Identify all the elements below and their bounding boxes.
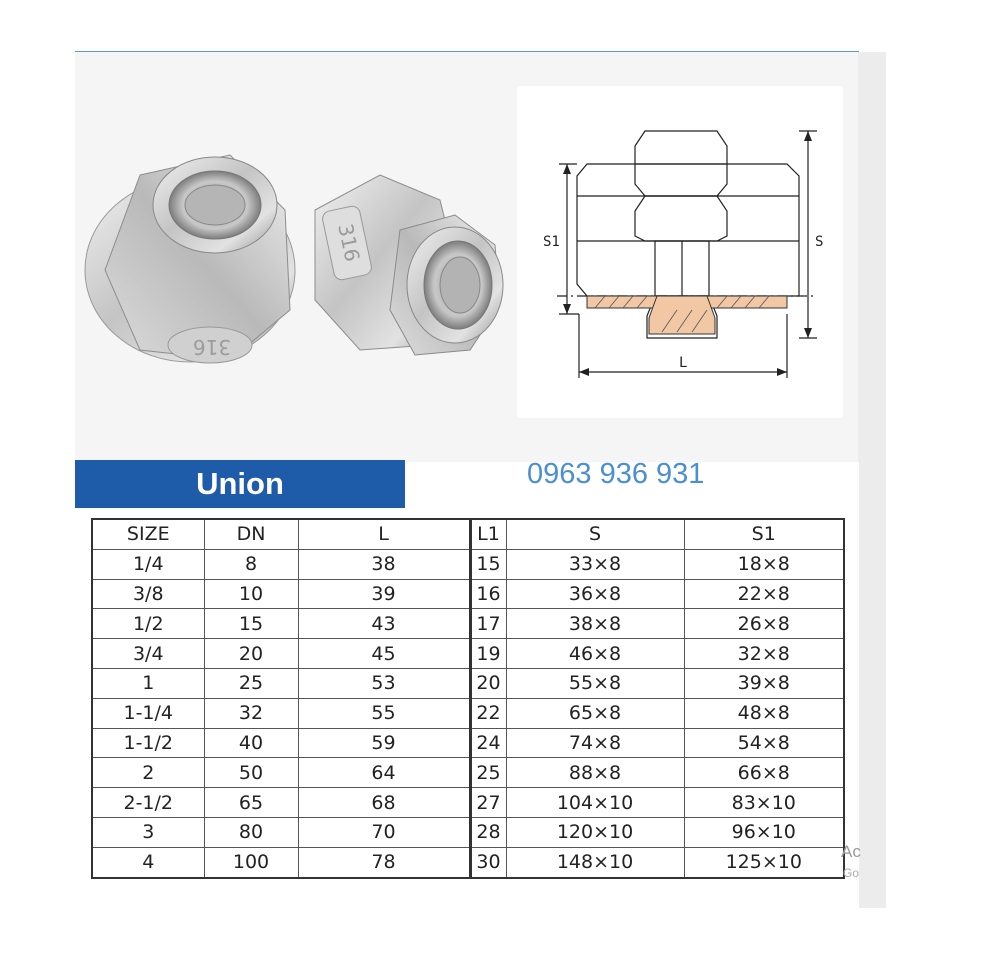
table-cell-dn: 10 <box>204 579 298 609</box>
header-cell: DN <box>204 519 298 549</box>
table-cell-s: 148×10 <box>506 847 684 877</box>
table-row <box>92 549 844 579</box>
spec-table <box>91 518 845 879</box>
table-cell-dn: 25 <box>204 668 298 698</box>
table-cell-l1: 20 <box>470 668 506 698</box>
table-row <box>92 579 844 609</box>
table-row <box>92 609 844 639</box>
fitting-marking-left: 316 <box>192 335 232 359</box>
header-cell: S1 <box>684 519 844 549</box>
table-row <box>92 788 844 818</box>
table-cell-l: 38 <box>298 549 470 579</box>
table-cell-dn: 80 <box>204 817 298 847</box>
table-cell-s: 65×8 <box>506 698 684 728</box>
table-cell-size: 1-1/4 <box>92 698 204 728</box>
table-cell-s: 88×8 <box>506 758 684 788</box>
table-cell-size: 1-1/2 <box>92 728 204 758</box>
technical-drawing <box>517 86 843 418</box>
table-cell-l1: 19 <box>470 639 506 669</box>
table-cell-dn: 65 <box>204 788 298 818</box>
table-cell-l1: 16 <box>470 579 506 609</box>
table-cell-dn: 32 <box>204 698 298 728</box>
contact-phone: 0963 936 931 <box>527 458 705 490</box>
header-cell: SIZE <box>92 519 204 549</box>
table-row <box>92 668 844 698</box>
table-cell-l1: 28 <box>470 817 506 847</box>
table-cell-s1: 54×8 <box>684 728 844 758</box>
watermark-text: Ac <box>841 842 861 861</box>
table-cell-size: 3/8 <box>92 579 204 609</box>
edge-strip <box>858 52 886 908</box>
table-cell-l1: 17 <box>470 609 506 639</box>
table-cell-s: 74×8 <box>506 728 684 758</box>
table-cell-s: 38×8 <box>506 609 684 639</box>
table-cell-l: 78 <box>298 847 470 877</box>
table-cell-dn: 8 <box>204 549 298 579</box>
fitting-marking-right: 316 <box>333 221 365 264</box>
table-cell-l: 70 <box>298 817 470 847</box>
table-cell-s: 33×8 <box>506 549 684 579</box>
table-cell-s1: 66×8 <box>684 758 844 788</box>
table-cell-s1: 125×10 <box>684 847 844 877</box>
table-cell-size: 3 <box>92 817 204 847</box>
table-cell-s1: 22×8 <box>684 579 844 609</box>
table-cell-l: 68 <box>298 788 470 818</box>
table-cell-s1: 32×8 <box>684 639 844 669</box>
table-cell-l1: 15 <box>470 549 506 579</box>
table-cell-s1: 26×8 <box>684 609 844 639</box>
table-row <box>92 817 844 847</box>
dimension-label-s: S <box>815 234 824 250</box>
table-cell-size: 1/2 <box>92 609 204 639</box>
table-cell-l: 45 <box>298 639 470 669</box>
table-row <box>92 639 844 669</box>
table-cell-s1: 39×8 <box>684 668 844 698</box>
table-cell-size: 1 <box>92 668 204 698</box>
table-cell-l: 39 <box>298 579 470 609</box>
table-cell-dn: 15 <box>204 609 298 639</box>
table-cell-dn: 40 <box>204 728 298 758</box>
header-cell: S <box>506 519 684 549</box>
table-cell-dn: 100 <box>204 847 298 877</box>
header-cell: L1 <box>470 519 506 549</box>
table-row <box>92 698 844 728</box>
table-cell-size: 1/4 <box>92 549 204 579</box>
header-cell: L <box>298 519 470 549</box>
table-cell-l1: 27 <box>470 788 506 818</box>
table-cell-s1: 18×8 <box>684 549 844 579</box>
table-cell-s1: 48×8 <box>684 698 844 728</box>
table-cell-s: 36×8 <box>506 579 684 609</box>
table-cell-l1: 25 <box>470 758 506 788</box>
table-cell-dn: 20 <box>204 639 298 669</box>
table-cell-s: 55×8 <box>506 668 684 698</box>
table-cell-l: 64 <box>298 758 470 788</box>
top-divider <box>75 51 859 52</box>
table-row <box>92 758 844 788</box>
table-cell-s: 104×10 <box>506 788 684 818</box>
table-cell-dn: 50 <box>204 758 298 788</box>
table-cell-size: 2-1/2 <box>92 788 204 818</box>
dimension-label-s1: S1 <box>543 234 560 250</box>
table-header-row <box>92 519 844 549</box>
table-cell-l: 53 <box>298 668 470 698</box>
table-cell-s1: 83×10 <box>684 788 844 818</box>
table-cell-size: 3/4 <box>92 639 204 669</box>
product-title: Union <box>196 466 284 501</box>
right-union-fitting <box>315 175 503 355</box>
table-cell-size: 4 <box>92 847 204 877</box>
table-cell-l: 55 <box>298 698 470 728</box>
watermark-subtext: Go <box>843 866 860 880</box>
table-cell-s: 46×8 <box>506 639 684 669</box>
table-cell-l1: 22 <box>470 698 506 728</box>
table-cell-l1: 24 <box>470 728 506 758</box>
table-cell-s: 120×10 <box>506 817 684 847</box>
table-cell-l1: 30 <box>470 847 506 877</box>
table-row <box>92 847 844 877</box>
product-photo <box>80 120 520 420</box>
table-cell-size: 2 <box>92 758 204 788</box>
table-cell-l: 59 <box>298 728 470 758</box>
table-cell-s1: 96×10 <box>684 817 844 847</box>
left-union-fitting <box>85 155 295 363</box>
table-row <box>92 728 844 758</box>
product-title-banner <box>75 460 405 508</box>
dimension-label-l: L <box>679 355 688 371</box>
table-cell-l: 43 <box>298 609 470 639</box>
